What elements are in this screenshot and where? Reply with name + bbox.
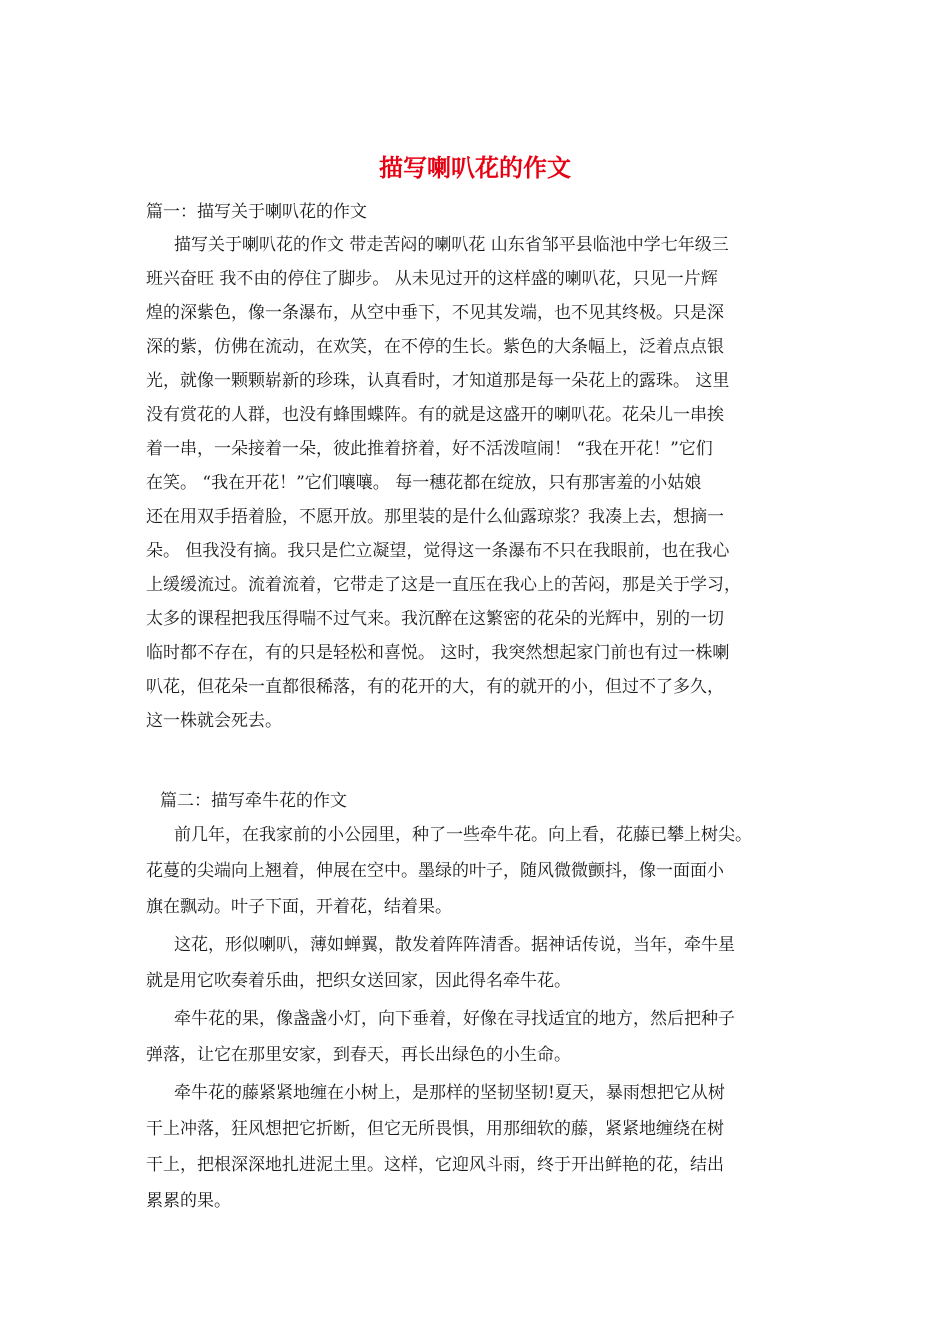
section-1-line: 这一株就会死去。 — [146, 711, 282, 731]
section-2-line: 弹落，让它在那里安家，到春天，再长出绿色的小生命。 — [146, 1045, 571, 1065]
section-2-line: 花蔓的尖端向上翘着，伸展在空中。墨绿的叶子，随风微微颤抖，像一面面小 — [146, 861, 724, 881]
section-2-line: 这花，形似喇叭，薄如蝉翼，散发着阵阵清香。据神话传说，当年，牵牛星 — [174, 935, 735, 955]
section-1-line: 着一串，一朵接着一朵，彼此推着挤着，好不活泼喧闹！ “我在开花！”它们 — [146, 439, 713, 459]
section-1-line: 深的紫，仿佛在流动，在欢笑，在不停的生长。紫色的大条幅上，泛着点点银 — [146, 337, 724, 357]
section-2-line: 牵牛花的藤紧紧地缠在小树上，是那样的坚韧坚韧!夏天，暴雨想把它从树 — [174, 1083, 725, 1103]
section-1-line: 朵。 但我没有摘。我只是伫立凝望，觉得这一条瀑布不只在我眼前，也在我心 — [146, 541, 730, 561]
page-title: 描写喇叭花的作文 — [379, 153, 571, 182]
section-2-line: 累累的果。 — [146, 1191, 231, 1211]
section-2-line: 就是用它吹奏着乐曲，把织女送回家，因此得名牵牛花。 — [146, 971, 571, 991]
section-1-line: 描写关于喇叭花的作文 带走苦闷的喇叭花 山东省邹平县临池中学七年级三 — [174, 235, 729, 255]
section-2-heading: 篇二：描写牵牛花的作文 — [160, 791, 347, 811]
section-1-line: 还在用双手捂着脸，不愿开放。那里装的是什么仙露琼浆？我凑上去，想摘一 — [146, 507, 724, 527]
section-1-line: 在笑。 “我在开花！”它们嚷嚷。 每一穗花都在绽放，只有那害羞的小姑娘 — [146, 473, 702, 493]
section-1-line: 上缓缓流过。流着流着，它带走了这是一直压在我心上的苦闷，那是关于学习， — [146, 575, 741, 595]
section-2-line: 旗在飘动。叶子下面，开着花，结着果。 — [146, 897, 452, 917]
section-1-line: 太多的课程把我压得喘不过气来。我沉醉在这繁密的花朵的光辉中，别的一切 — [146, 609, 724, 629]
section-2-line: 牵牛花的果，像盏盏小灯，向下垂着，好像在寻找适宜的地方，然后把种子 — [174, 1009, 735, 1029]
section-1-line: 班兴奋旺 我不由的停住了脚步。 从未见过开的这样盛的喇叭花，只见一片辉 — [146, 269, 718, 289]
section-1-line: 临时都不存在，有的只是轻松和喜悦。 这时，我突然想起家门前也有过一株喇 — [146, 643, 730, 663]
section-2-line: 干上，把根深深地扎进泥土里。这样，它迎风斗雨，终于开出鲜艳的花，结出 — [146, 1155, 724, 1175]
section-1-line: 叭花，但花朵一直都很稀落，有的花开的大，有的就开的小，但过不了多久， — [146, 677, 724, 697]
section-1-line: 没有赏花的人群，也没有蜂围蝶阵。有的就是这盛开的喇叭花。花朵儿一串挨 — [146, 405, 724, 425]
section-1-line: 煌的深紫色，像一条瀑布，从空中垂下，不见其发端，也不见其终极。只是深 — [146, 303, 724, 323]
section-2-line: 前几年，在我家前的小公园里，种了一些牵牛花。向上看，花藤已攀上树尖。 — [174, 825, 752, 845]
section-1-line: 光，就像一颗颗崭新的珍珠，认真看时，才知道那是每一朵花上的露珠。 这里 — [146, 371, 730, 391]
section-2-line: 干上冲落，狂风想把它折断，但它无所畏惧，用那细软的藤，紧紧地缠绕在树 — [146, 1119, 724, 1139]
section-1-heading: 篇一：描写关于喇叭花的作文 — [146, 202, 367, 222]
